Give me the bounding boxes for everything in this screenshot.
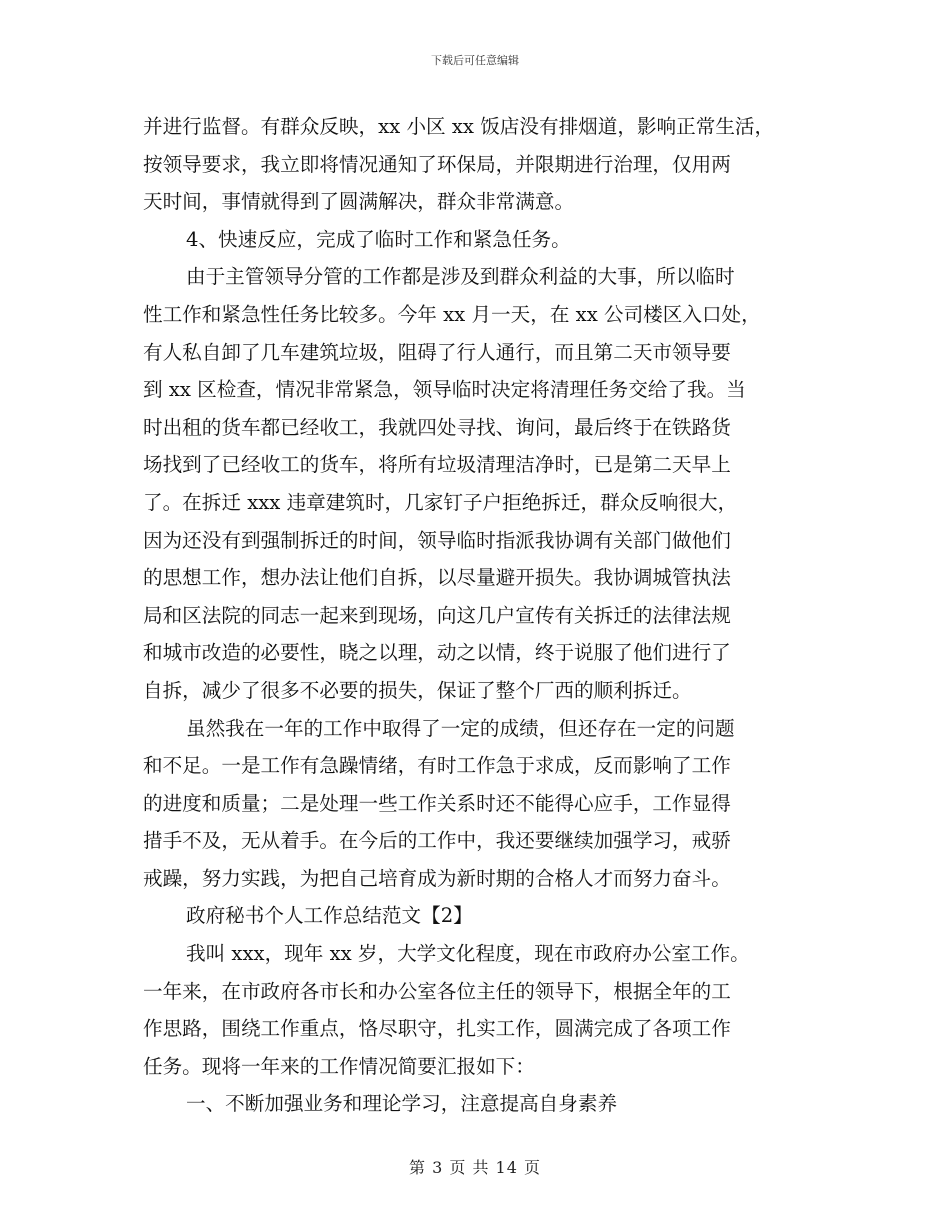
text-line: 的思想工作，想办法让他们自拆，以尽量避开损失。我协调城管执法 <box>143 566 731 590</box>
document-body <box>143 108 823 1123</box>
text-line: 的进度和质量；二是处理一些工作关系时还不能得心应手，工作显得 <box>143 791 731 815</box>
text-line: 一年来，在市政府各市长和办公室各位主任的领导下，根据全年的工 <box>143 979 731 1003</box>
text-line: 作思路，围绕工作重点，恪尽职守，扎实工作，圆满完成了各项工作 <box>143 1017 731 1041</box>
text-line: 措手不及，无从着手。在今后的工作中，我还要继续加强学习，戒骄 <box>143 829 731 853</box>
text-line: 局和区法院的同志一起来到现场，向这几户宣传有关拆迁的法律法规 <box>143 603 731 627</box>
text-line: 有人私自卸了几车建筑垃圾，阻碍了行人通行，而且第二天市领导要 <box>143 340 731 364</box>
text-line: 我叫 xxx，现年 xx 岁，大学文化程度，现在市政府办公室工作。 <box>186 942 750 966</box>
text-line: 性工作和紧急性任务比较多。今年 xx 月一天，在 xx 公司楼区入口处， <box>143 302 761 326</box>
text-line: 虽然我在一年的工作中取得了一定的成绩，但还存在一定的问题 <box>186 716 735 740</box>
text-line: 场找到了已经收工的货车，将所有垃圾清理洁净时，已是第二天早上 <box>143 453 731 477</box>
text-line: 4、快速反应，完成了临时工作和紧急任务。 <box>186 227 571 251</box>
page-header-note: 下载后可任意编辑 <box>431 54 519 67</box>
text-line: 自拆，减少了很多不必要的损失，保证了整个厂西的顺利拆迁。 <box>143 678 692 702</box>
text-line: 按领导要求，我立即将情况通知了环保局，并限期进行治理，仅用两 <box>143 152 731 176</box>
page-number-footer: 第 3 页 共 14 页 <box>409 1158 541 1177</box>
text-line: 因为还没有到强制拆迁的时间，领导临时指派我协调有关部门做他们 <box>143 528 731 552</box>
text-line: 到 xx 区检查，情况非常紧急，领导临时决定将清理任务交给了我。当 <box>143 378 746 402</box>
text-line: 和不足。一是工作有急躁情绪，有时工作急于求成，反而影响了工作 <box>143 754 731 778</box>
text-line: 时出租的货车都已经收工，我就四处寻找、询问，最后终于在铁路货 <box>143 415 731 439</box>
text-line: 并进行监督。有群众反映，xx 小区 xx 饭店没有排烟道，影响正常生活， <box>143 115 775 138</box>
text-line: 戒躁，努力实践，为把自己培育成为新时期的合格人才而努力奋斗。 <box>143 866 731 890</box>
text-line: 和城市改造的必要性，晓之以理，动之以情，终于说服了他们进行了 <box>143 641 731 665</box>
text-line: 任务。现将一年来的工作情况简要汇报如下： <box>143 1054 535 1078</box>
text-line: 天时间，事情就得到了圆满解决，群众非常满意。 <box>143 190 575 214</box>
text-line: 由于主管领导分管的工作都是涉及到群众利益的大事，所以临时 <box>186 265 735 289</box>
text-line: 了。在拆迁 xxx 违章建筑时，几家钉子户拒绝拆迁，群众反响很大， <box>143 490 738 514</box>
text-line: 一、不断加强业务和理论学习，注意提高自身素养 <box>186 1092 618 1116</box>
text-line: 政府秘书个人工作总结范文【2】 <box>186 904 473 928</box>
